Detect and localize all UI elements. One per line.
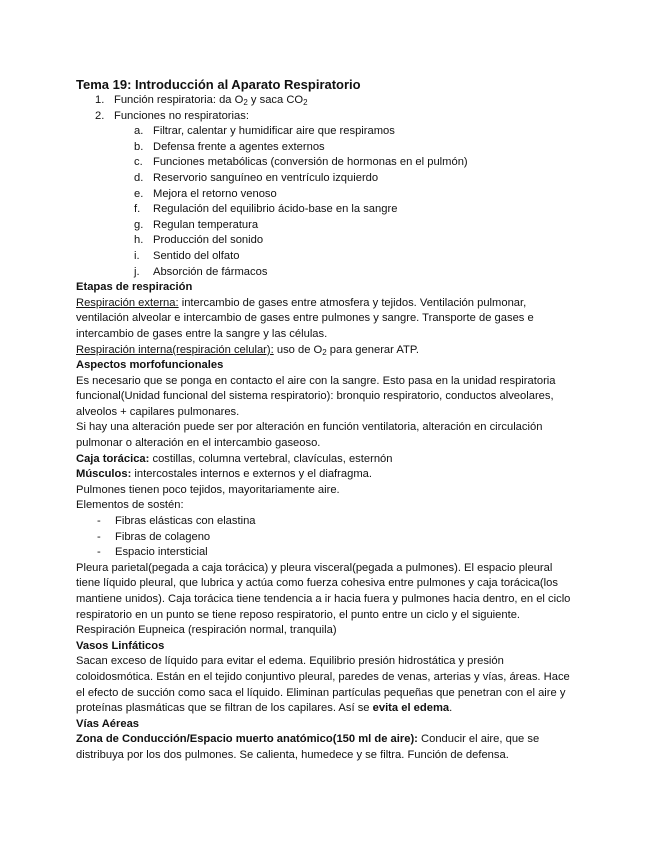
section-heading-vias: Vías Aéreas [76, 717, 140, 730]
page-title: Tema 19: Introducción al Aparato Respiratorio [76, 77, 361, 92]
paragraph-respiracion-interna: Respiración interna(respiración celular): uso de $O_2$ para generar ATP. [76, 343, 419, 357]
paragraph-zona-conduccion: Zona de Conducción/Espacio muerto anatómico(150 ml de aire): Conducir el aire, que se distribuya por los dos pulmones. Se calienta, humedece y se filtra. Función de defensa. [76, 733, 540, 761]
paragraph: Pulmones tienen poco tejidos, mayoritariamente aire. [76, 483, 340, 496]
list-item: e. Mejora el retorno venoso [134, 187, 277, 200]
list-item: j. Absorción de fármacos [134, 265, 268, 278]
list-item: d. Reservorio sanguíneo en ventrículo izquierdo [134, 171, 379, 184]
main-list [76, 93, 576, 124]
paragraph: Si hay una alteración puede ser por alteración en función ventilatoria, alteración en circulación pulmonar o alteración en el intercambio gaseoso. [76, 421, 543, 450]
paragraph-musculos: Músculos: intercostales internos e externos y el diafragma. [76, 468, 372, 481]
section-heading-etapas: Etapas de respiración [76, 281, 193, 294]
list-item: b. Defensa frente a agentes externos [134, 140, 325, 153]
paragraph: Es necesario que se ponga en contacto el aire con la sangre. Esto pasa en la unidad respiratoria funcional(Unidad funcional del sistema respiratorio): bronquio respiratorio, conductos alveolares, alveolos + capilares pulmonares. [76, 374, 556, 418]
list-number: 1. [95, 94, 105, 106]
paragraph-caja-toracica: Caja torácica: costillas, columna vertebral, clavículas, esternón [76, 452, 393, 465]
document-page [76, 76, 576, 764]
list-item: f. Regulación del equilibrio ácido-base en la sangre [134, 203, 398, 216]
dash-list [76, 514, 576, 561]
section-heading-vasos: Vasos Linfáticos [76, 639, 165, 652]
list-item: - Fibras elásticas con elastina [97, 515, 256, 528]
list-item: h. Producción del sonido [134, 234, 264, 247]
list-item: a. Filtrar, calentar y humidificar aire que respiramos [134, 125, 395, 138]
section-heading-aspectos: Aspectos morfofuncionales [76, 359, 224, 372]
paragraph-respiracion-externa: Respiración externa: intercambio de gases entre atmosfera y tejidos. Ventilación pulmonar, ventilación alveolar e intercambio de gases entre pulmones y sangre. Transporte de gases e intercambio de gases entre la sangre y las células. [76, 296, 534, 340]
list-item: - Fibras de colageno [97, 530, 211, 543]
list-item: 2. Funciones no respiratorias: [76, 109, 576, 125]
list-item: - Espacio intersticial [97, 546, 208, 559]
paragraph: Elementos de sostén: [76, 499, 184, 512]
paragraph-vasos: Sacan exceso de líquido para evitar el edema. Equilibrio presión hidrostática y presión coloidosmótica. Están en el tejido conjuntivo pleural, paredes de venas, arterias y vías, áreas. Hace el efecto de succión como saca el líquido. Eliminan partículas pequeñas que penetran con el aire y proteínas plasmáticas que se filtran de los capilares. Así se evita el edema. [76, 655, 570, 715]
list-item: c. Funciones metabólicas (conversión de hormonas en el pulmón) [134, 156, 468, 169]
list-item: i. Sentido del olfato [134, 249, 240, 262]
sub-list [76, 124, 576, 280]
list-item: g. Regulan temperatura [134, 218, 259, 231]
list-item: 1. Función respiratoria: da $O_2$ y saca $CO_2$ [95, 94, 308, 107]
list-number: 2. [95, 109, 105, 122]
paragraph-pleura: Pleura parietal(pegada a caja torácica) y pleura visceral(pegada a pulmones). El espacio pleural tiene líquido pleural, que lubrica y actúa como fuerza cohesiva entre pulmones y caja torácica(los mantiene unidos). Caja torácica tiene tendencia a ir hacia fuera y pulmones hacia dentro, en el ciclo respiratorio en un punto se tiene reposo respiratorio, el punto entre un ciclo y el siguiente. Respiración Eupneica (respiración normal, tranquila) [76, 561, 571, 637]
